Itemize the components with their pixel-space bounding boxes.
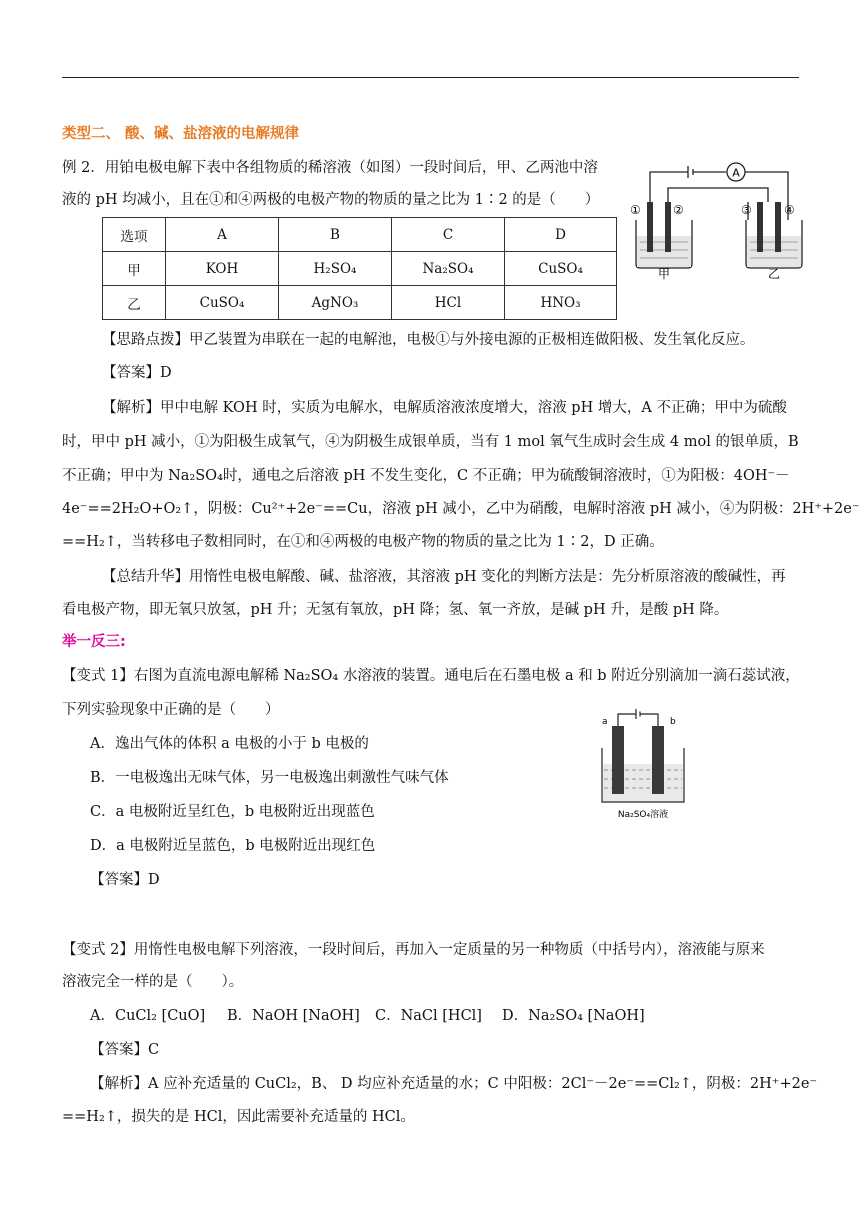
cell-label-yi: 乙 (768, 267, 781, 280)
variant1-option: B．一电极逸出无味气体，另一电极逸出刺激性气味气体 (90, 770, 449, 786)
ammeter-label: A (732, 166, 740, 180)
table-row (103, 286, 617, 320)
analysis-line: ==H₂↑，当转移电子数相同时，在①和④两极的电极产物的物质的量之比为 1∶2，D 正确。 (62, 534, 664, 550)
electrode-label-4: ④ (784, 203, 795, 217)
example-question-line-2: 液的 pH 均减小，且在①和④两极的电极产物的物质的量之比为 1∶2 的是（ ） (62, 192, 600, 208)
variant2-analysis-line: 【解析】A 应补充适量的 CuCl₂，B、 D 均应补充适量的水；C 中阳极：2Cl⁻－2e⁻==Cl₂↑，阴极：2H⁺+2e⁻ (90, 1076, 818, 1092)
variant2-option: D．Na₂SO₄ [NaOH] (502, 1008, 645, 1024)
table-cell: H₂SO₄ (279, 252, 392, 286)
table-row (103, 252, 617, 286)
table-cell: AgNO₃ (279, 286, 392, 320)
cell-label-jia: 甲 (658, 267, 671, 280)
table-cell: 选项 (103, 218, 166, 252)
analysis-line: 【解析】甲中电解 KOH 时，实质为电解水，电解质溶液浓度增大，溶液 pH 增大，A 不正确；甲中为硫酸 (102, 400, 787, 416)
electrode-label-1: ① (630, 203, 641, 217)
variant1-option: A．逸出气体的体积 a 电极的小于 b 电极的 (90, 736, 369, 752)
section-title: 类型二、 酸、碱、盐溶液的电解规律 (62, 126, 300, 142)
table-cell: D (505, 218, 617, 252)
electrode-a-label: a (602, 717, 608, 727)
analysis-line: 不正确；甲中为 Na₂SO₄时，通电之后溶液 pH 不发生变化，C 不正确；甲为硫酸铜溶液时，①为阳极：4OH⁻－ (62, 468, 790, 484)
table-cell: KOH (166, 252, 279, 286)
analysis-line: 时，甲中 pH 减小，①为阳极生成氧气，④为阴极生成银单质，当有 1 mol 氧气生成时会生成 4 mol 的银单质，B (62, 434, 799, 450)
variant2-question-line-2: 溶液完全一样的是（ ）。 (62, 974, 244, 990)
options-table (102, 217, 617, 320)
table-cell: 乙 (103, 286, 166, 320)
table-cell: HCl (392, 286, 505, 320)
variant2-option: A．CuCl₂ [CuO] (90, 1008, 206, 1024)
variant1-option: C．a 电极附近呈红色，b 电极附近出现蓝色 (90, 804, 375, 820)
table-cell: CuSO₄ (505, 252, 617, 286)
variant2-answer: 【答案】C (90, 1042, 160, 1058)
table-cell: CuSO₄ (166, 286, 279, 320)
analysis-line: 4e⁻==2H₂O+O₂↑，阴极：Cu²⁺+2e⁻==Cu，溶液 pH 减小，乙中为硝酸，电解时溶液 pH 减小，④为阴极：2H⁺+2e⁻ (62, 501, 860, 517)
electrode-label-2: ② (673, 203, 684, 217)
table-cell: B (279, 218, 392, 252)
example-question-line-1: 例 2．用铂电极电解下表中各组物质的稀溶液（如图）一段时间后，甲、乙两池中溶 (62, 160, 598, 176)
variant2-option: B．NaOH [NaOH] (227, 1008, 360, 1024)
header-rule (62, 77, 799, 78)
variant1-option: D．a 电极附近呈蓝色，b 电极附近出现红色 (90, 838, 376, 854)
table-cell: C (392, 218, 505, 252)
practice-title: 举一反三: (62, 634, 126, 650)
summary-line: 【总结升华】用惰性电极电解酸、碱、盐溶液，其溶液 pH 变化的判断方法是：先分析原溶液的酸碱性，再 (102, 569, 786, 585)
table-cell: Na₂SO₄ (392, 252, 505, 286)
na2so4-electrolysis-figure (598, 708, 688, 823)
variant1-answer: 【答案】D (90, 872, 160, 888)
variant2-option: C．NaCl [HCl] (375, 1008, 482, 1024)
example-answer: 【答案】D (102, 365, 172, 381)
table-cell: A (166, 218, 279, 252)
table-header-row (103, 218, 617, 252)
series-electrolysis-figure (628, 158, 803, 280)
variant2-question-line-1: 【变式 2】用惰性电极电解下列溶液，一段时间后，再加入一定质量的另一种物质（中括号内），溶液能与原来 (62, 942, 765, 958)
variant2-analysis-line: ==H₂↑，损失的是 HCl，因此需要补充适量的 HCl。 (62, 1109, 415, 1125)
electrode-label-3: ③ (741, 203, 752, 217)
variant1-question-line-1: 【变式 1】右图为直流电源电解稀 Na₂SO₄ 水溶液的装置。通电后在石墨电极 a 和 b 附近分别滴加一滴石蕊试液， (62, 668, 800, 684)
hint-line: 【思路点拨】甲乙装置为串联在一起的电解池，电极①与外接电源的正极相连做阳极、发生氧化反应。 (102, 332, 755, 348)
table-cell: 甲 (103, 252, 166, 286)
summary-line: 看电极产物，即无氧只放氢，pH 升；无氢有氧放，pH 降；氢、氧一齐放，是碱 pH 升，是酸 pH 降。 (62, 602, 729, 618)
variant1-question-line-2: 下列实验现象中正确的是（ ） (62, 702, 280, 718)
table-cell: HNO₃ (505, 286, 617, 320)
solution-caption: Na₂SO₄溶液 (617, 810, 669, 820)
electrode-b-label: b (670, 717, 676, 727)
